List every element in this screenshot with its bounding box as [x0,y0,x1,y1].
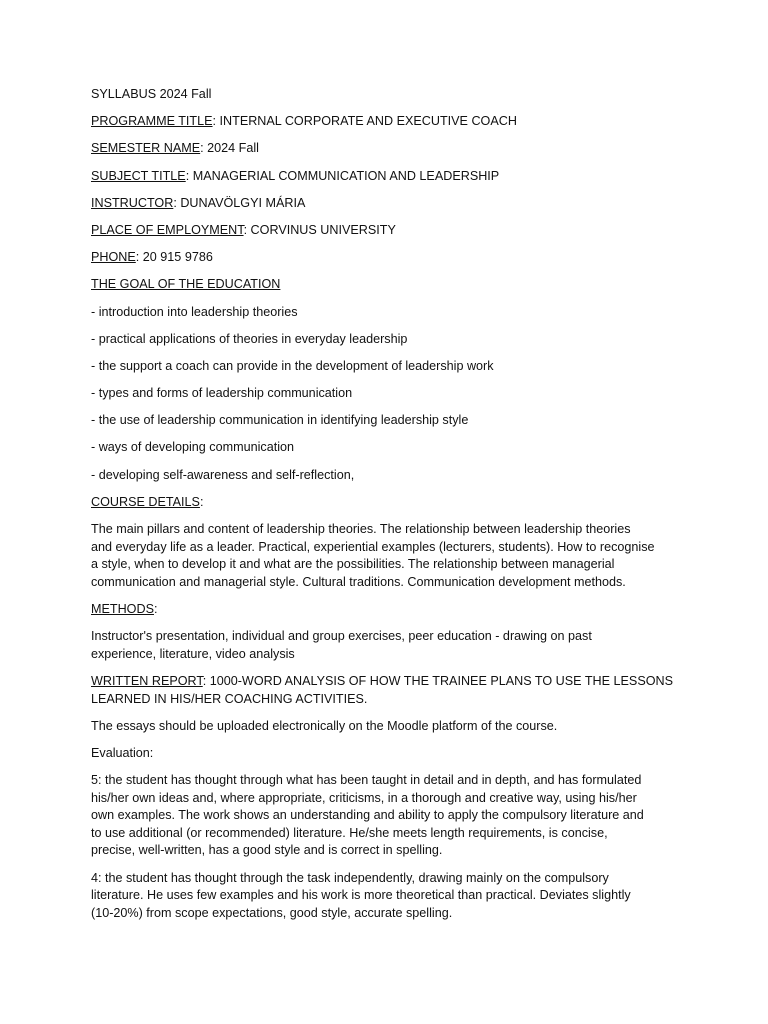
written-report-line [91,673,681,691]
goal-item: - the use of leadership communication in identifying leadership style [91,413,469,428]
methods-heading-row [91,601,681,619]
employment-row [91,222,681,240]
methods-line: Instructor's presentation, individual and group exercises, peer education - drawing on past [91,629,592,644]
phone-row [91,249,681,267]
programme-title-value: : INTERNAL CORPORATE AND EXECUTIVE COACH [212,114,517,129]
instructor-value: : DUNAVÖLGYI MÁRIA [173,195,306,210]
grade-5-line: 5: the student has thought through what has been taught in detail and in depth, and has formulated [91,773,642,788]
goal-item: - ways of developing communication [91,440,295,455]
programme-title-row [91,113,681,131]
course-details-line: The main pillars and content of leadership theories. The relationship between leadership theories [91,522,631,536]
methods-line: experience, literature, video analysis [91,646,295,661]
phone-value: : 20 915 9786 [135,250,213,265]
semester-name-value: : 2024 Fall [200,141,259,156]
goal-item: - developing self-awareness and self-reflection, [91,467,355,482]
semester-name-row [91,140,681,158]
instructor-label: INSTRUCTOR [91,195,174,210]
methods-body [91,628,681,663]
phone-label: PHONE [91,250,136,265]
subject-title-value: : MANAGERIAL COMMUNICATION AND LEADERSHIP [185,168,500,183]
course-details-heading: COURSE DETAILS [91,494,200,509]
goal-item: - practical applications of theories in everyday leadership [91,331,408,346]
written-report-heading: WRITTEN REPORT [91,673,203,688]
course-details-colon: : [199,494,204,509]
grade-4-line: 4: the student has thought through the task independently, drawing mainly on the compulsory [91,870,609,885]
syllabus-page [91,86,681,932]
methods-heading: METHODS [91,601,154,616]
subject-title-row [91,168,681,186]
programme-title-label: PROGRAMME TITLE [91,114,213,129]
grade-4-criteria [91,870,681,923]
written-report-text: : 1000-WORD ANALYSIS OF HOW THE TRAINEE PLANS TO USE THE LESSONS [202,673,674,688]
goal-heading: THE GOAL OF THE EDUCATION [91,277,281,292]
grade-5-line: to use additional (or recommended) literature. He/she meets length requirements, is concise, [91,825,608,840]
grade-4-line: literature. He uses few examples and his work is more theoretical than practical. Deviates slightly [91,888,631,903]
goal-item: - the support a coach can provide in the development of leadership work [91,358,494,373]
instructor-row [91,195,681,213]
employment-value: : CORVINUS UNIVERSITY [243,222,396,237]
goal-item: - introduction into leadership theories [91,304,298,319]
employment-label: PLACE OF EMPLOYMENT [91,222,244,237]
written-report-row [91,673,681,708]
grade-5-line: precise, well-written, has a good style and is correct in spelling. [91,843,443,858]
subject-title-label: SUBJECT TITLE [91,168,186,183]
grade-5-criteria [91,772,681,860]
written-report-line: LEARNED IN HIS/HER COACHING ACTIVITIES. [91,691,368,706]
goal-item: - types and forms of leadership communication [91,386,353,401]
course-details-line: a style, when to develop it and what are the possibilities. The relationship between managerial [91,557,615,572]
methods-colon: : [153,601,158,616]
grade-5-line: own examples. The work shows an understanding and ability to apply the compulsory literature and [91,808,644,823]
document-title: SYLLABUS 2024 Fall [91,87,212,101]
grade-5-line: his/her own ideas and, where appropriate, criticisms, in a thorough and creative way, using his/her [91,790,637,805]
course-details-body [91,521,681,591]
course-details-heading-row [91,494,681,512]
grade-4-line: (10-20%) from scope expectations, good style, accurate spelling. [91,905,453,920]
course-details-line: and everyday life as a leader. Practical, experiential examples (lecturers, students). How to recognise [91,539,655,554]
semester-name-label: SEMESTER NAME [91,141,201,156]
evaluation-label: Evaluation: [91,745,154,760]
upload-note: The essays should be uploaded electronically on the Moodle platform of the course. [91,718,558,733]
course-details-line: communication and managerial style. Cultural traditions. Communication development methods. [91,574,626,589]
